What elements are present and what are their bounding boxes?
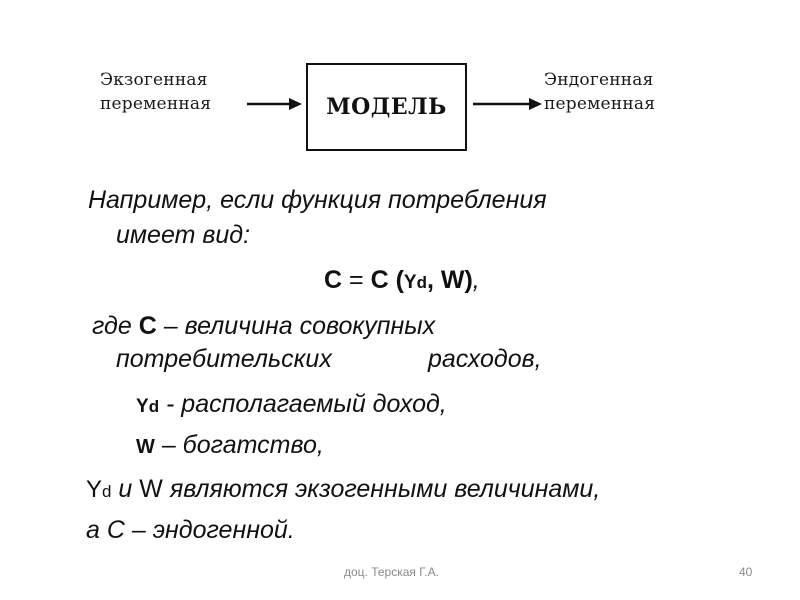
text-line-5b: расходов, bbox=[428, 345, 542, 373]
text-line-5a: потребительских bbox=[116, 345, 332, 373]
l8-mid: и bbox=[111, 475, 140, 503]
eq-w: , W) bbox=[426, 266, 473, 294]
l7-post: – богатство, bbox=[154, 431, 324, 459]
l8-d: d bbox=[102, 482, 112, 501]
model-label: МОДЕЛЬ bbox=[326, 94, 447, 120]
model-box bbox=[306, 63, 467, 151]
consumption-equation bbox=[324, 265, 480, 298]
l4-c: C bbox=[138, 312, 157, 340]
eq-equals: = bbox=[342, 266, 371, 294]
text-line-2: имеет вид: bbox=[116, 221, 251, 249]
l6-post: - располагаемый доход, bbox=[159, 390, 447, 418]
l9-post: – эндогенной. bbox=[124, 516, 295, 544]
text-line-7 bbox=[136, 430, 324, 462]
l9-pre: а bbox=[86, 516, 107, 544]
eq-c-right: C ( bbox=[370, 266, 404, 294]
l6-d: d bbox=[148, 397, 160, 416]
input-arrow-icon bbox=[247, 96, 303, 112]
text-line-9 bbox=[86, 515, 295, 545]
eq-y: Y bbox=[403, 272, 417, 293]
l8-post: являются экзогенными величинами, bbox=[162, 475, 601, 503]
l7-w: W bbox=[136, 436, 155, 458]
exogenous-line-2: переменная bbox=[100, 94, 212, 114]
l9-c: C bbox=[106, 516, 125, 544]
text-line-8 bbox=[86, 474, 600, 507]
text-line-6 bbox=[136, 389, 447, 422]
model-diagram bbox=[84, 58, 704, 158]
l8-y: Y bbox=[86, 476, 103, 503]
eq-c-left: C bbox=[324, 266, 343, 294]
endogenous-variable-label bbox=[544, 68, 655, 116]
endogenous-line-1: Эндогенная bbox=[544, 70, 654, 90]
page-number: 40 bbox=[739, 565, 753, 579]
endogenous-line-2: переменная bbox=[544, 94, 656, 114]
output-arrow-icon bbox=[473, 96, 543, 112]
l6-y: Y bbox=[136, 396, 149, 417]
l4-post: – величина совокупных bbox=[156, 312, 436, 340]
l4-pre: где bbox=[92, 312, 139, 340]
eq-d: d bbox=[416, 273, 427, 292]
text-line-4 bbox=[92, 311, 435, 341]
text-line-1: Например, если функция потребления bbox=[88, 186, 547, 214]
eq-comma: , bbox=[472, 266, 480, 294]
exogenous-line-1: Экзогенная bbox=[100, 70, 208, 90]
exogenous-variable-label bbox=[100, 68, 211, 116]
footer-author: доц. Терская Г.А. bbox=[344, 565, 439, 579]
l8-w: W bbox=[139, 475, 163, 503]
